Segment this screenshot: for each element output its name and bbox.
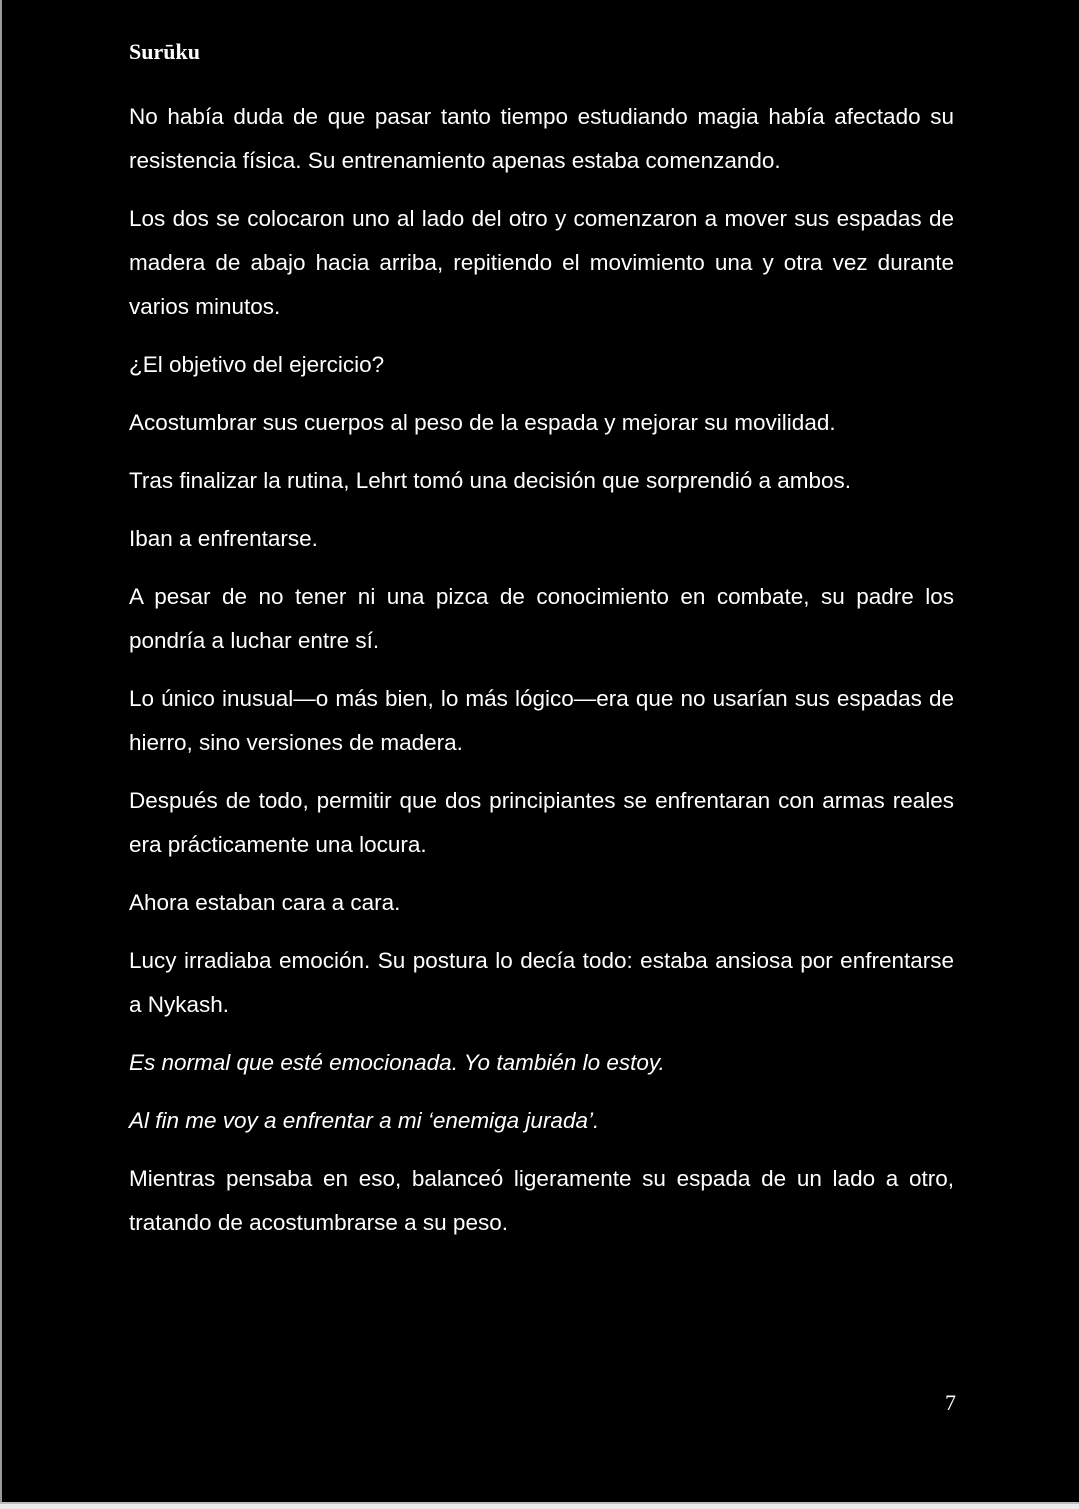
page-number: 7 <box>945 1390 956 1415</box>
running-header-title: Surūku <box>129 39 200 64</box>
paragraph: Después de todo, permitir que dos principiantes se enfrentaran con armas reales era prácticamente una locura. <box>129 788 954 857</box>
paragraph: Lucy irradiaba emoción. Su postura lo decía todo: estaba ansiosa por enfrentarse a Nykash. <box>129 948 954 1017</box>
paragraph: ¿El objetivo del ejercicio? <box>129 352 385 377</box>
page-bottom-edge <box>0 1502 1079 1504</box>
paragraph: Ahora estaban cara a cara. <box>129 890 401 915</box>
paragraph: Iban a enfrentarse. <box>129 526 318 551</box>
paragraph: Mientras pensaba en eso, balanceó ligeramente su espada de un lado a otro, tratando de acostumbrarse a su peso. <box>129 1166 954 1235</box>
body-text <box>129 95 954 1259</box>
paragraph: No había duda de que pasar tanto tiempo estudiando magia había afectado su resistencia física. Su entrenamiento apenas estaba comenzando. <box>129 104 954 173</box>
italic-thought-paragraph: Al fin me voy a enfrentar a mi ‘enemiga jurada’. <box>129 1108 600 1133</box>
paragraph: A pesar de no tener ni una pizca de conocimiento en combate, su padre los pondría a luchar entre sí. <box>129 584 954 653</box>
paragraph: Los dos se colocaron uno al lado del otro y comenzaron a mover sus espadas de madera de abajo hacia arriba, repitiendo el movimiento una y otra vez durante varios minutos. <box>129 206 954 319</box>
italic-thought-paragraph: Es normal que esté emocionada. Yo también lo estoy. <box>129 1050 665 1075</box>
paragraph: Lo único inusual—o más bien, lo más lógico—era que no usarían sus espadas de hierro, sino versiones de madera. <box>129 686 954 755</box>
document-page <box>2 0 1079 1502</box>
paragraph: Tras finalizar la rutina, Lehrt tomó una decisión que sorprendió a ambos. <box>129 468 852 493</box>
paragraph: Acostumbrar sus cuerpos al peso de la espada y mejorar su movilidad. <box>129 410 836 435</box>
